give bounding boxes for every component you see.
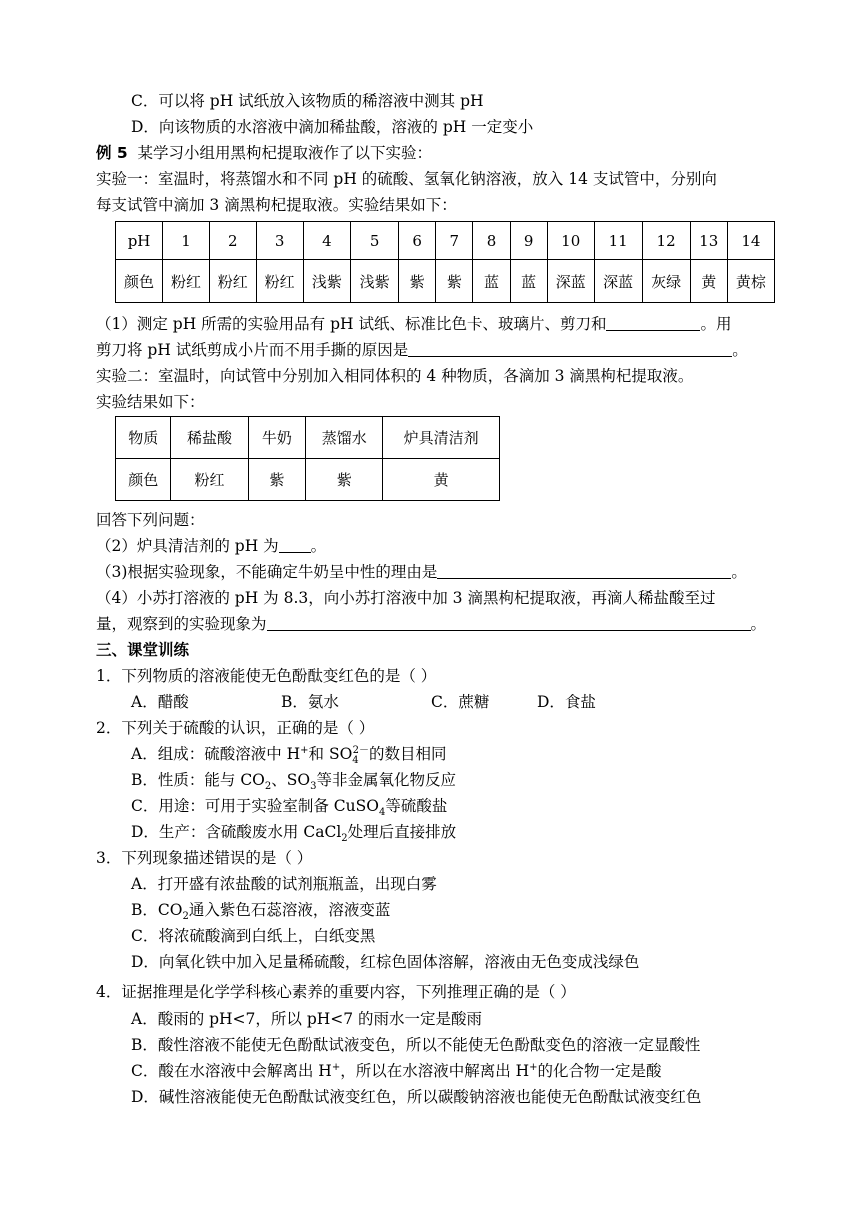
question-4-line1: （4）小苏打溶液的 pH 为 8.3，向小苏打溶液中加 3 滴黑枸杞提取液，再滴人稀盐酸至过 xyxy=(96,589,716,607)
table-cell: 紫 xyxy=(306,459,383,501)
table-cell: 13 xyxy=(690,222,727,260)
blank-1 xyxy=(606,314,700,331)
question-1-line1: （1）测定 pH 所需的实验用品有 pH 试纸、标准比色卡、玻璃片、剪刀和 。用 xyxy=(96,315,732,333)
table-cell: 粉红 xyxy=(209,260,256,303)
table-cell: 浅紫 xyxy=(303,260,351,303)
table-cell: 颜色 xyxy=(116,260,163,303)
exp1-line2: 每支试管中滴加 3 滴黑枸杞提取液。实验结果如下： xyxy=(96,196,457,214)
exercise-3-option-b: B．$CO_2$通入紫色石蕊溶液，溶液变蓝 xyxy=(131,901,391,923)
question-2: （2）炉具清洁剂的 pH 为 。 xyxy=(96,537,327,555)
table-cell: 颜色 xyxy=(116,459,171,501)
table-cell: 深蓝 xyxy=(547,260,594,303)
exercise-2-option-b: B．性质：能与 $CO_2$、$SO_3$等非金属氧化物反应 xyxy=(131,771,456,793)
exp2-line1: 实验二：室温时，向试管中分别加入相同体积的 4 种物质，各滴加 3 滴黑枸杞提取液。 xyxy=(96,367,694,385)
table-cell: pH xyxy=(116,222,163,260)
blank-4 xyxy=(437,562,731,579)
table-cell: 物质 xyxy=(116,417,171,459)
table-cell: 稀盐酸 xyxy=(171,417,248,459)
table-cell: 黄 xyxy=(383,459,500,501)
table-cell: 7 xyxy=(436,222,473,260)
section-heading: 三、课堂训练 xyxy=(96,641,190,659)
blank-2 xyxy=(408,340,732,357)
table-cell: 牛奶 xyxy=(248,417,305,459)
exercise-2-option-c: C．用途：可用于实验室制备 CuSO$_4$等硫酸盐 xyxy=(131,797,448,819)
table-cell: 灰绿 xyxy=(642,260,690,303)
exercise-4-option-d: D．碱性溶液能使无色酚酞试液变红色，所以碳酸钠溶液也能使无色酚酞试液变红色 xyxy=(131,1088,702,1106)
question-3: （3)根据实验现象，不能确定牛奶呈中性的理由是 。 xyxy=(96,563,747,581)
table-cell: 粉红 xyxy=(163,260,210,303)
table-cell: 2 xyxy=(209,222,256,260)
option-c: C．蔗糖 xyxy=(431,693,490,711)
exercise-2-option-a: A．组成：硫酸溶液中 H+和 $SO_4^{2-}$的数目相同 xyxy=(131,744,447,767)
table-cell: 蓝 xyxy=(510,260,547,303)
table-cell: 粉红 xyxy=(256,260,303,303)
table-cell: 5 xyxy=(351,222,399,260)
answer-prompt: 回答下列问题： xyxy=(96,511,205,529)
table-cell: 深蓝 xyxy=(594,260,642,303)
option-a: A．醋酸 xyxy=(131,693,189,711)
ph-color-table xyxy=(115,221,775,303)
table-cell: 紫 xyxy=(248,459,305,501)
table-cell: 6 xyxy=(399,222,436,260)
option-d: D．食盐 xyxy=(537,693,596,711)
table-cell: 紫 xyxy=(399,260,436,303)
table-cell: 9 xyxy=(510,222,547,260)
table-cell: 8 xyxy=(473,222,510,260)
table-cell: 14 xyxy=(727,222,774,260)
option-b: B．氨水 xyxy=(281,693,339,711)
exercise-2-option-d: D．生产：含硫酸废水用 CaCl$_2$处理后直接排放 xyxy=(131,823,457,845)
table-cell: 紫 xyxy=(436,260,473,303)
exercise-4-option-a: A．酸雨的 pH<7，所以 pH<7 的雨水一定是酸雨 xyxy=(131,1010,483,1028)
prev-option-d: D．向该物质的水溶液中滴加稀盐酸，溶液的 pH 一定变小 xyxy=(131,118,534,136)
exercise-4-option-b: B．酸性溶液不能使无色酚酞试液变色，所以不能使无色酚酞变色的溶液一定显酸性 xyxy=(131,1036,701,1054)
question-4-line2: 量，观察到的实验现象为 。 xyxy=(96,615,767,633)
table-cell: 蓝 xyxy=(473,260,510,303)
exercise-1-stem: 1．下列物质的溶液能使无色酚酞变红色的是（ ） xyxy=(96,667,437,685)
exercise-4-stem: 4．证据推理是化学学科核心素养的重要内容，下列推理正确的是（ ） xyxy=(96,983,576,1001)
table-cell: 12 xyxy=(642,222,690,260)
exercise-4-option-c: C．酸在水溶液中会解离出 H+，所以在水溶液中解离出 H+的化合物一定是酸 xyxy=(131,1061,662,1080)
exercise-3-stem: 3．下列现象描述错误的是（ ） xyxy=(96,849,313,867)
table-cell: 3 xyxy=(256,222,303,260)
table-cell: 10 xyxy=(547,222,594,260)
example-intro-text: 某学习小组用黑枸杞提取液作了以下实验： xyxy=(137,144,433,162)
color-row xyxy=(116,260,775,303)
table-cell: 11 xyxy=(594,222,642,260)
substance-color-row xyxy=(116,459,500,501)
substance-row xyxy=(116,417,500,459)
table-cell: 4 xyxy=(303,222,351,260)
substance-color-table xyxy=(115,416,500,501)
exercise-1-options xyxy=(131,691,596,713)
prev-option-c: C．可以将 pH 试纸放入该物质的稀溶液中测其 pH xyxy=(131,92,484,110)
table-cell: 黄 xyxy=(690,260,727,303)
ph-row xyxy=(116,222,775,260)
blank-3 xyxy=(279,536,311,553)
exp2-line2: 实验结果如下： xyxy=(96,393,205,411)
table-cell: 浅紫 xyxy=(351,260,399,303)
exercise-3-option-a: A．打开盛有浓盐酸的试剂瓶瓶盖，出现白雾 xyxy=(131,875,437,893)
table-cell: 1 xyxy=(163,222,210,260)
exercise-3-option-c: C．将浓硫酸滴到白纸上，白纸变黑 xyxy=(131,927,376,945)
table-cell: 黄棕 xyxy=(727,260,774,303)
question-1-line2: 剪刀将 pH 试纸剪成小片而不用手撕的原因是 。 xyxy=(96,341,748,359)
exercise-2-stem: 2．下列关于硫酸的认识，正确的是（ ） xyxy=(96,719,375,737)
example5-intro xyxy=(96,142,432,164)
example-label: 例 5 xyxy=(96,144,128,162)
table-cell: 炉具清洁剂 xyxy=(383,417,500,459)
table-cell: 蒸馏水 xyxy=(306,417,383,459)
exp1-line1: 实验一：室温时，将蒸馏水和不同 pH 的硫酸、氢氧化钠溶液，放入 14 支试管中，分别向 xyxy=(96,170,717,188)
exercise-3-option-d: D．向氧化铁中加入足量稀硫酸，红棕色固体溶解，溶液由无色变成浅绿色 xyxy=(131,953,640,971)
blank-5 xyxy=(267,614,751,631)
table-cell: 粉红 xyxy=(171,459,248,501)
